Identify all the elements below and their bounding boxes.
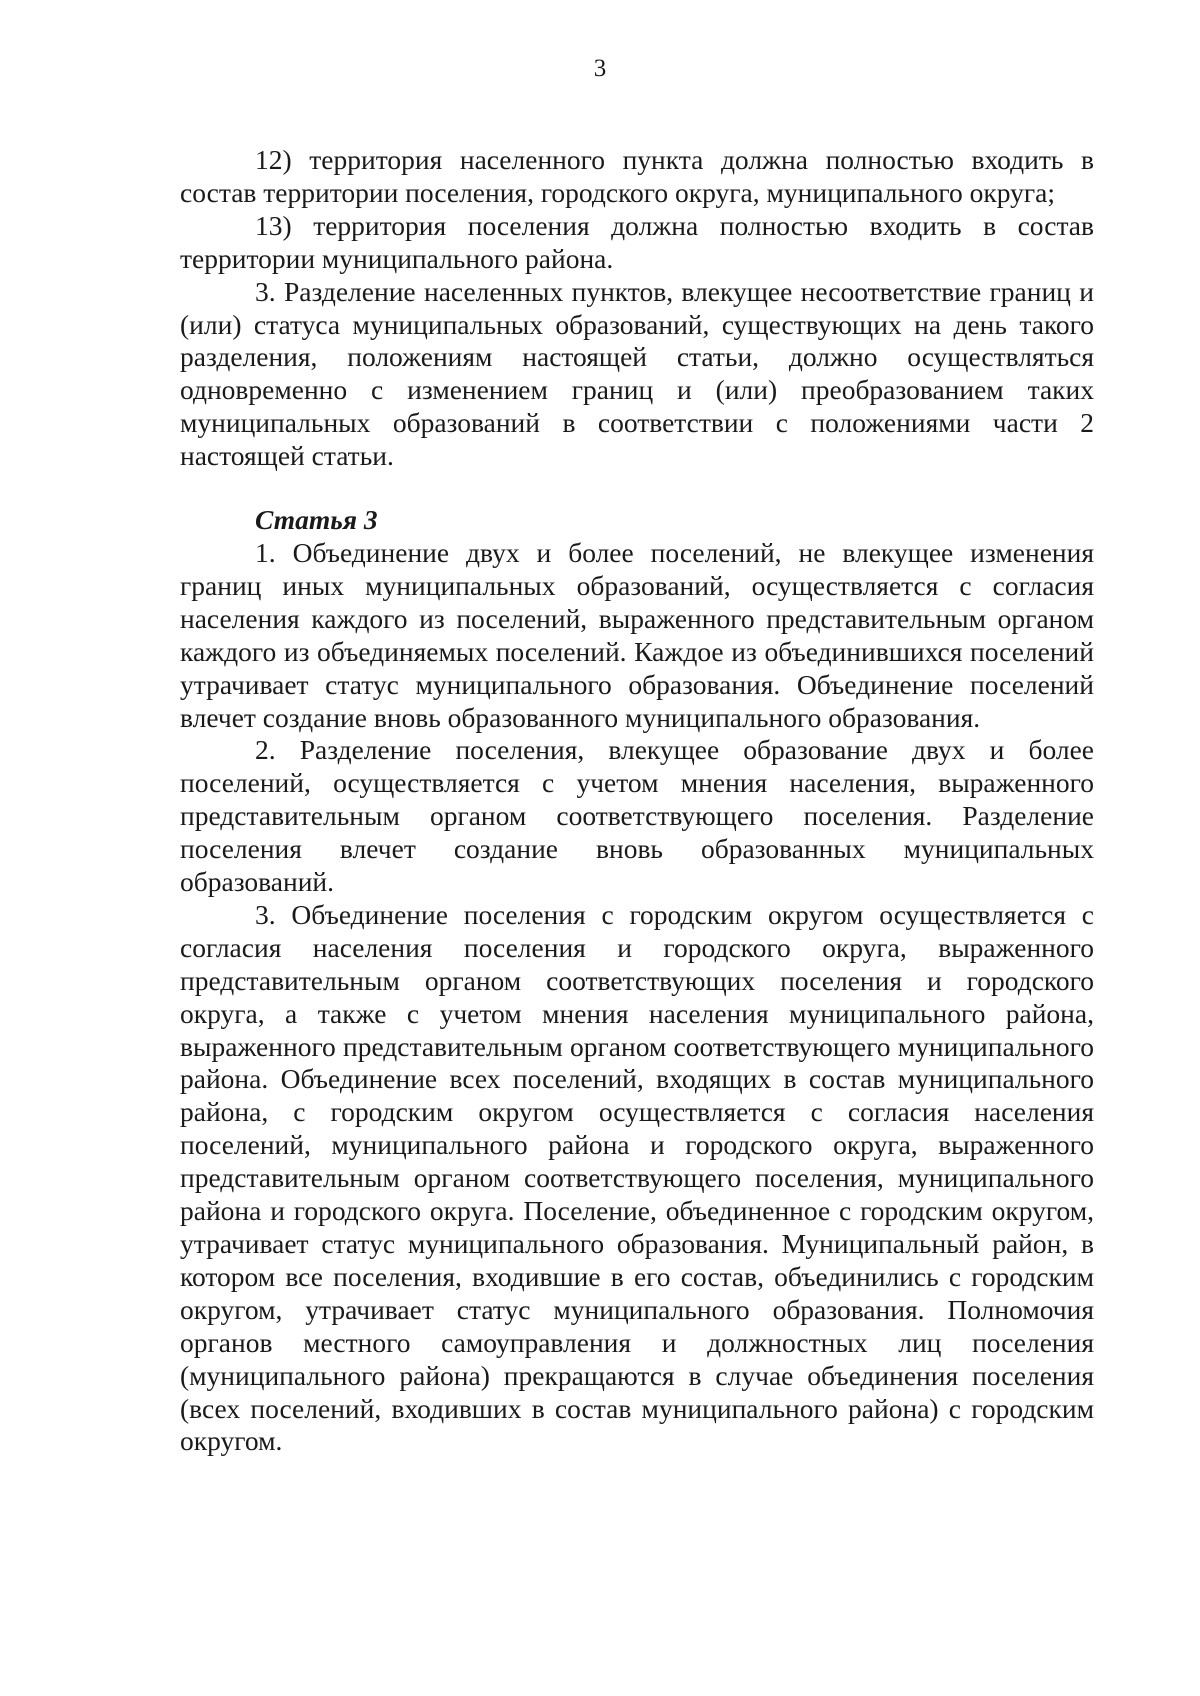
article-heading: Статья 3 xyxy=(255,504,378,536)
article-3-part-2: 2. Разделение поселения, влекущее образование двух и более поселений, осуществляется с учетом мнения населения, выраженного представительным органом соответствующего поселения. Разделение поселения влечет создание вновь образованных муниципальных образований. xyxy=(180,734,1094,898)
article-3-part-3: 3. Объединение поселения с городским округом осуществляется с согласия населения поселения и городского округа, выраженного представительным органом соответствующих поселения и городского округа, а также с учетом мнения населения муниципального района, выраженного представительным органом соответствующего муниципального района. Объединение всех поселений, входящих в состав муниципального района, с городским округом осуществляется с согласия населения поселений, муниципального района и городского округа, выраженного представительным органом соответствующего поселения, муниципального района и городского округа. Поселение, объединенное с городским округом, утрачивает статус муниципального образования. Муниципальный район, в котором все поселения, входившие в его состав, объединились с городским округом, утрачивает статус муниципального образования. Полномочия органов местного самоуправления и должностных лиц поселения (муниципального района) прекращаются в случае объединения поселения (всех поселений, входивших в состав муниципального района) с городским округом. xyxy=(180,898,1094,1457)
paragraph-part-3: 3. Разделение населенных пунктов, влекущее несоответствие границ и (или) статуса муниципальных образований, существующих на день такого разделения, положениям настоящей статьи, должно осуществляться одновременно с изменением границ и (или) преобразованием таких муниципальных образований в соответствии с положениями части 2 настоящей статьи. xyxy=(180,275,1094,472)
article-3-part-1: 1. Объединение двух и более поселений, не влекущее изменения границ иных муниципальных образований, осуществляется с согласия населения каждого из поселений, выраженного представительным органом каждого из объединяемых поселений. Каждое из объединившихся поселений утрачивает статус муниципального образования. Объединение поселений влечет создание вновь образованного муниципального образования. xyxy=(180,536,1094,733)
page-number: 3 xyxy=(593,55,607,82)
paragraph-item-13: 13) территория поселения должна полностью входить в состав территории муниципального района. xyxy=(180,209,1094,274)
document-body xyxy=(180,144,1094,1458)
paragraph-item-12: 12) территория населенного пункта должна полностью входить в состав территории поселения, городского округа, муниципального округа; xyxy=(180,144,1094,208)
